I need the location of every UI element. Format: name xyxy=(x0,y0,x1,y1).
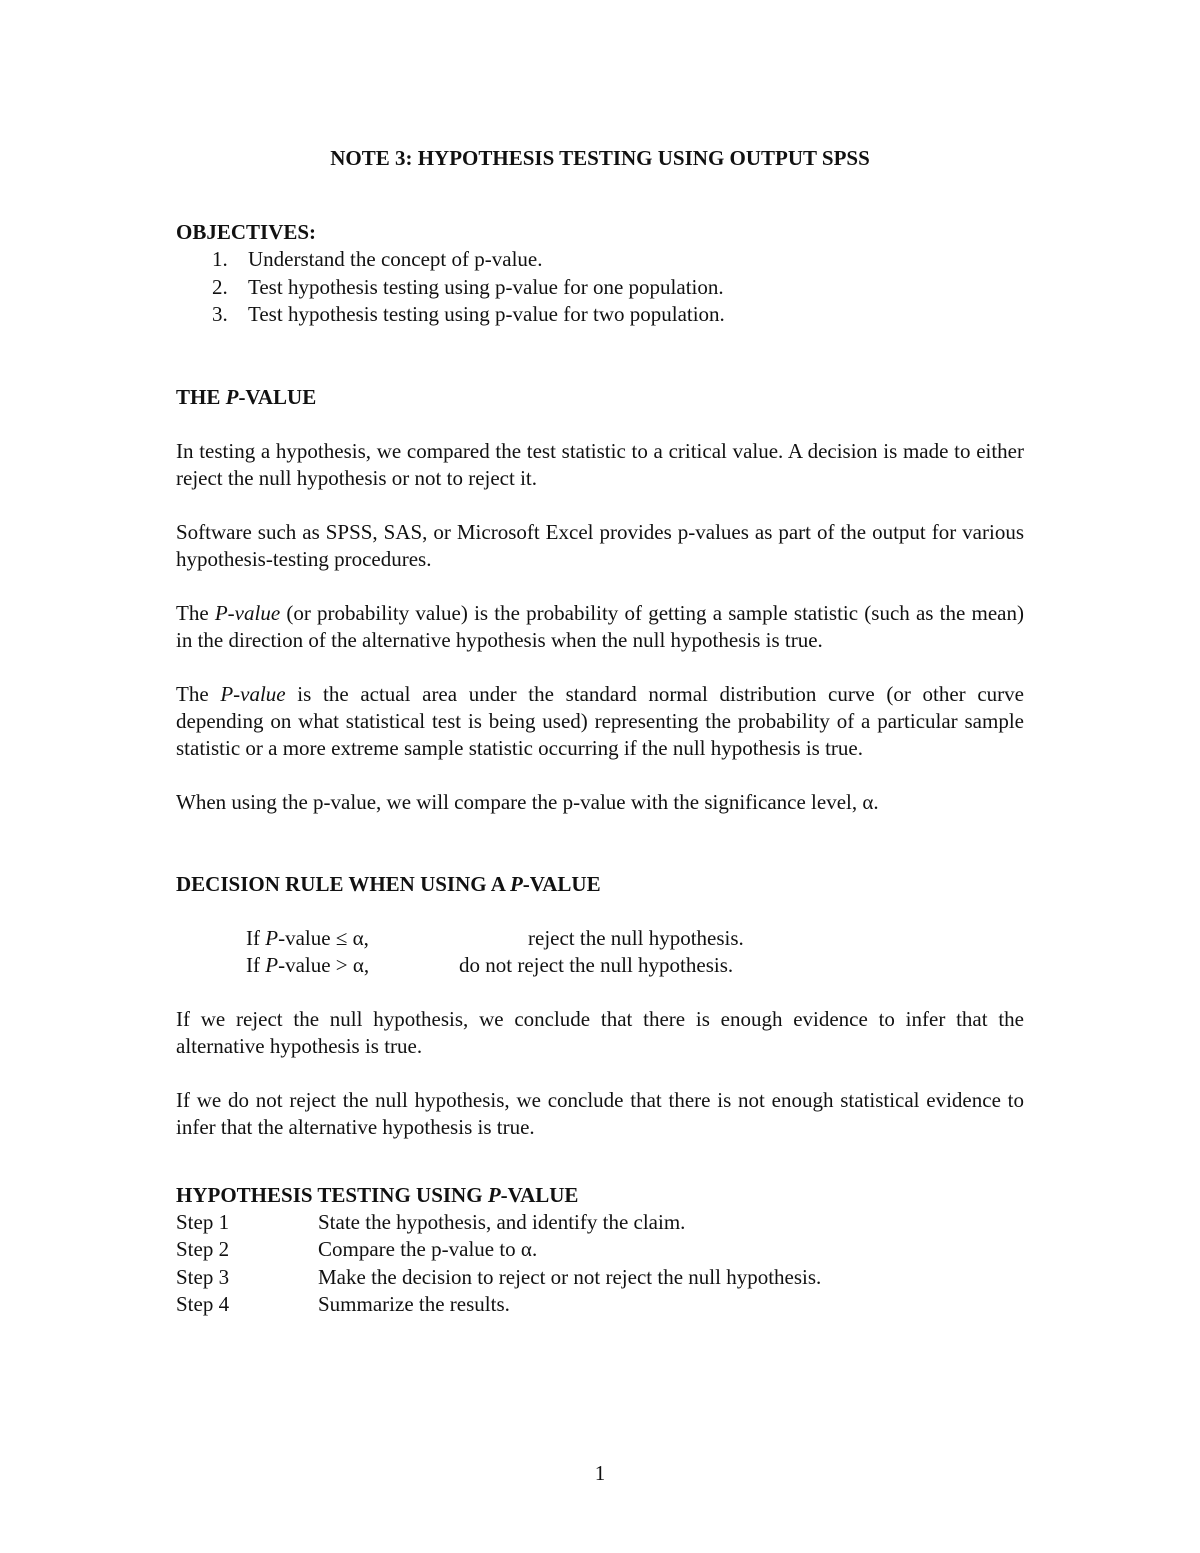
step-row xyxy=(176,1209,1024,1237)
decision-result: reject the null hypothesis. xyxy=(528,925,744,950)
step-row xyxy=(176,1264,1024,1292)
objective-number: 1. xyxy=(212,247,228,271)
objective-text: Test hypothesis testing using p-value for one population. xyxy=(248,274,724,299)
decision-paragraph-1: If we reject the null hypothesis, we conclude that there is enough evidence to infer that the alternative hypothesis is true. xyxy=(176,1006,1024,1058)
objective-text: Understand the concept of p-value. xyxy=(248,247,543,271)
page-number: 1 xyxy=(594,1461,606,1485)
document-page xyxy=(176,140,1024,1319)
pvalue-paragraph-4: The P-value is the actual area under the standard normal distribution curve (or other curve depending on what statistical test is being used) representing the probability of a particular sample statistic or a more extreme sample statistic occurring if the null hypothesis is true. xyxy=(176,681,1024,760)
objectives-heading: OBJECTIVES: xyxy=(176,220,317,244)
step-label: Step 1 xyxy=(176,1209,230,1234)
step-label: Step 4 xyxy=(176,1292,230,1316)
objectives-list xyxy=(176,246,1024,329)
objective-item xyxy=(176,246,1024,274)
decision-rule-row xyxy=(176,952,1024,979)
objective-number: 3. xyxy=(212,302,228,326)
decision-condition: If P-value ≤ α, xyxy=(246,925,369,950)
pvalue-paragraph-1: In testing a hypothesis, we compared the test statistic to a critical value. A decision is made to either reject the null hypothesis or not to reject it. xyxy=(176,438,1024,490)
objective-item xyxy=(176,274,1024,302)
step-row xyxy=(176,1236,1024,1264)
decision-rule-row xyxy=(176,925,1024,952)
steps-heading: HYPOTHESIS TESTING USING P-VALUE xyxy=(176,1182,579,1207)
step-row xyxy=(176,1291,1024,1319)
objective-number: 2. xyxy=(212,274,228,299)
objective-text: Test hypothesis testing using p-value for two population. xyxy=(248,302,725,326)
pvalue-paragraph-3: The P-value (or probability value) is the probability of getting a sample statistic (such as the mean) in the direction of the alternative hypothesis when the null hypothesis is true. xyxy=(176,600,1024,652)
pvalue-paragraph-5: When using the p-value, we will compare the p-value with the significance level, α. xyxy=(176,789,879,814)
step-label: Step 3 xyxy=(176,1264,230,1289)
document-title: NOTE 3: HYPOTHESIS TESTING USING OUTPUT SPSS xyxy=(330,146,870,170)
step-text: Compare the p-value to α. xyxy=(318,1237,538,1261)
step-label: Step 2 xyxy=(176,1237,230,1261)
objective-item xyxy=(176,301,1024,329)
decision-rule-heading: DECISION RULE WHEN USING A P-VALUE xyxy=(176,871,601,896)
decision-paragraph-2: If we do not reject the null hypothesis, we conclude that there is not enough statistical evidence to infer that the alternative hypothesis is true. xyxy=(176,1087,1024,1139)
decision-result: do not reject the null hypothesis. xyxy=(459,952,734,977)
decision-condition: If P-value > α, xyxy=(246,952,370,977)
pvalue-heading: THE P-VALUE xyxy=(176,384,317,409)
step-text: State the hypothesis, and identify the claim. xyxy=(318,1209,686,1234)
pvalue-paragraph-2: Software such as SPSS, SAS, or Microsoft Excel provides p-values as part of the output for various hypothesis-testing procedures. xyxy=(176,519,1024,571)
step-text: Make the decision to reject or not reject the null hypothesis. xyxy=(318,1264,822,1289)
step-text: Summarize the results. xyxy=(318,1292,510,1316)
